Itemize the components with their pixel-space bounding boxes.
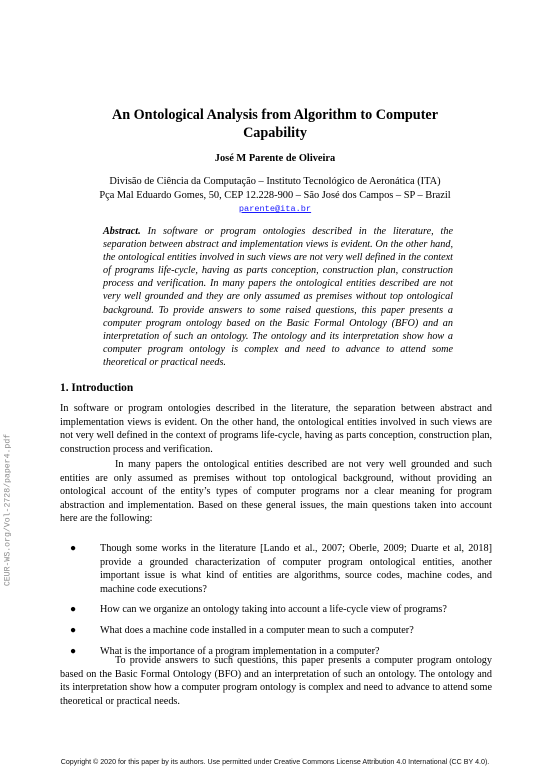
paragraph-3: To provide answers to such questions, this paper presents a computer program ontology based on the Basic Formal Ontology (BFO) and an interpretation of such an ontology. The ontology and its interpretation show how a computer program ontology is complex and need to advance to attend some theoretical or practical needs. bbox=[60, 655, 492, 707]
paragraph-1: In software or program ontologies described in the literature, the separation between abstract and implementation views is evident. On the other hand, the ontological entities involved in such views are not very well defined in the context of programs life-cycle, having as parts conception, construction plan, construction process and verification. bbox=[60, 403, 492, 455]
affiliation-line-2: Pça Mal Eduardo Gomes, 50, CEP 12.228-900 – São José dos Campos – SP – Brazil bbox=[99, 189, 451, 201]
abstract-label: Abstract. bbox=[103, 226, 141, 237]
list-item-text: What is the importance of a program implementation in a computer? bbox=[100, 645, 380, 657]
question-list bbox=[60, 542, 492, 665]
author-email-link[interactable]: parente@ita.br bbox=[238, 204, 312, 214]
author-name: José M Parente de Oliveira bbox=[214, 153, 336, 164]
abstract-text: In software or program ontologies described in the literature, the separation between abstract and implementation views is evident. On the other hand, the ontological entities involved in such views are not very well defined in the context of programs life-cycle, having as parts conception, construction plan, construction process and verification. In many papers the ontological entities described are not very well grounded and they are only assumed as premises without top ontological background. To provide answers to some raised questions, this paper presents a computer program ontology based on the Basic Formal Ontology (BFO) and an interpretation of such an ontology. The ontology and its interpretation show how a computer program ontology is complex and need to advance to attend some theoretical or practical needs. bbox=[103, 226, 454, 368]
list-item bbox=[60, 542, 492, 596]
affiliation bbox=[60, 175, 490, 202]
section-heading-introduction: 1. Introduction bbox=[60, 382, 134, 394]
list-item bbox=[60, 624, 492, 638]
paragraph-2: In many papers the ontological entities described are not very well grounded and such entities are only assumed as premises without top ontological background, without providing an ontological account of the entity’s types of computer programs nor a clear meaning for program abstraction and implementation. Based on these general issues, the main questions taken into account here are the following: bbox=[60, 459, 492, 525]
list-item-text: Though some works in the literature [Lando et al., 2007; Oberle, 2009; Duarte et al, 2018] provide a grounded characterization of computer program ontological entities, another important issue is what kind of entities are algorithms, source codes, machine codes, and machine code executions? bbox=[100, 543, 492, 595]
list-item-text: What does a machine code installed in a computer mean to such a computer? bbox=[100, 624, 414, 636]
bullet-icon: ● bbox=[70, 624, 77, 636]
copyright-notice: Copyright © 2020 for this paper by its authors. Use permitted under Creative Commons License Attribution 4.0 International (CC BY 4.0). bbox=[60, 758, 490, 766]
side-identifier bbox=[0, 420, 16, 600]
paper-title: An Ontological Analysis from Algorithm to Computer Capability bbox=[111, 107, 439, 141]
side-identifier-text: CEUR-WS.org/Vol-2728/paper4.pdf bbox=[3, 433, 13, 587]
list-item-text: How can we organize an ontology taking into account a life-cycle view of programs? bbox=[100, 604, 447, 616]
abstract bbox=[103, 225, 453, 369]
list-item bbox=[60, 603, 492, 617]
bullet-icon: ● bbox=[70, 543, 77, 554]
bullet-icon: ● bbox=[70, 604, 77, 616]
affiliation-line-1: Divisão de Ciência da Computação – Instituto Tecnológico de Aeronática (ITA) bbox=[109, 176, 441, 187]
bullet-icon: ● bbox=[70, 645, 77, 657]
